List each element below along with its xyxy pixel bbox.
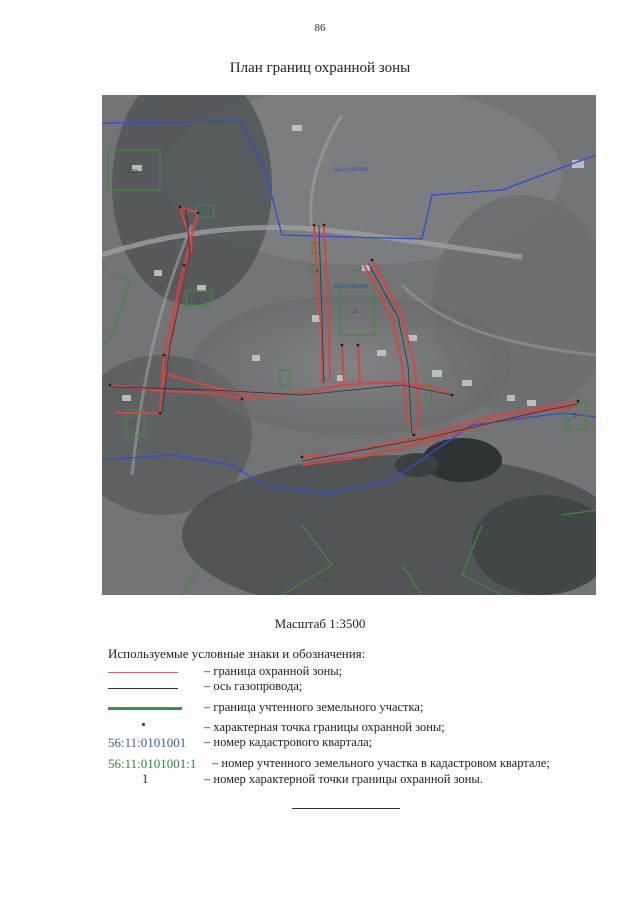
- legend-item-protection-zone: [108, 664, 608, 680]
- legend-text: – номер кадастрового квартала;: [204, 735, 373, 749]
- legend-symbol: [108, 720, 204, 736]
- legend-symbol: [108, 772, 204, 788]
- red-line-symbol: [108, 672, 178, 673]
- legend-item-cadastral-quarter: [108, 735, 608, 751]
- map-scale: Масштаб 1:3500: [274, 616, 366, 631]
- green-line-symbol: [108, 707, 182, 710]
- legend-symbol: [108, 756, 204, 772]
- legend-text: – граница учтенного земельного участка;: [204, 700, 424, 714]
- plot-label: :4: [314, 269, 319, 275]
- quarter-label: 56:11:0101001: [334, 168, 369, 173]
- point-symbol: [142, 723, 145, 726]
- legend-symbol: [108, 664, 204, 680]
- page-number: 86: [314, 22, 326, 34]
- plot-label: :77: [320, 579, 329, 585]
- plot-code-symbol: 56:11:0101001:1: [108, 756, 197, 771]
- plot-label: :5: [572, 413, 577, 419]
- legend-item-point-number: [108, 772, 608, 788]
- satellite-map[interactable]: [102, 95, 596, 595]
- legend-text: – ось газопровода;: [204, 679, 303, 693]
- plot-label: :2: [352, 309, 357, 315]
- dark-line-symbol: [108, 688, 178, 689]
- bottom-divider: [292, 808, 400, 809]
- plan-title: План границ охранной зоны: [229, 60, 411, 76]
- point-number-symbol: 1: [142, 772, 149, 786]
- legend-symbol: [108, 679, 204, 695]
- legend-text: – номер учтенного земельного участка в кадастровом квартале;: [212, 756, 550, 770]
- plot-label: :190: [126, 169, 138, 175]
- legend-symbol: [108, 735, 204, 751]
- village-area: [192, 295, 512, 435]
- legend-item-land-plot-boundary: [108, 700, 608, 716]
- legend-item-boundary-point: [108, 720, 608, 736]
- legend-text: – граница охранной зоны;: [204, 664, 343, 678]
- plot-label: :3: [130, 421, 135, 427]
- legend-title: Используемые условные знаки и обозначения:: [108, 646, 366, 661]
- map-canvas: [102, 95, 596, 595]
- legend-text: – номер характерной точки границы охранной зоны.: [204, 772, 483, 786]
- legend-item-gas-pipeline-axis: [108, 679, 608, 695]
- plot-label: :1: [195, 297, 200, 303]
- legend-item-land-plot-number: [108, 756, 608, 772]
- legend-text: – характерная точка границы охранной зоны;: [204, 720, 445, 734]
- quarter-label: 56:11:0101001: [334, 285, 369, 290]
- legend-symbol: [108, 700, 204, 716]
- quarter-code-symbol: 56:11:0101001: [108, 735, 187, 750]
